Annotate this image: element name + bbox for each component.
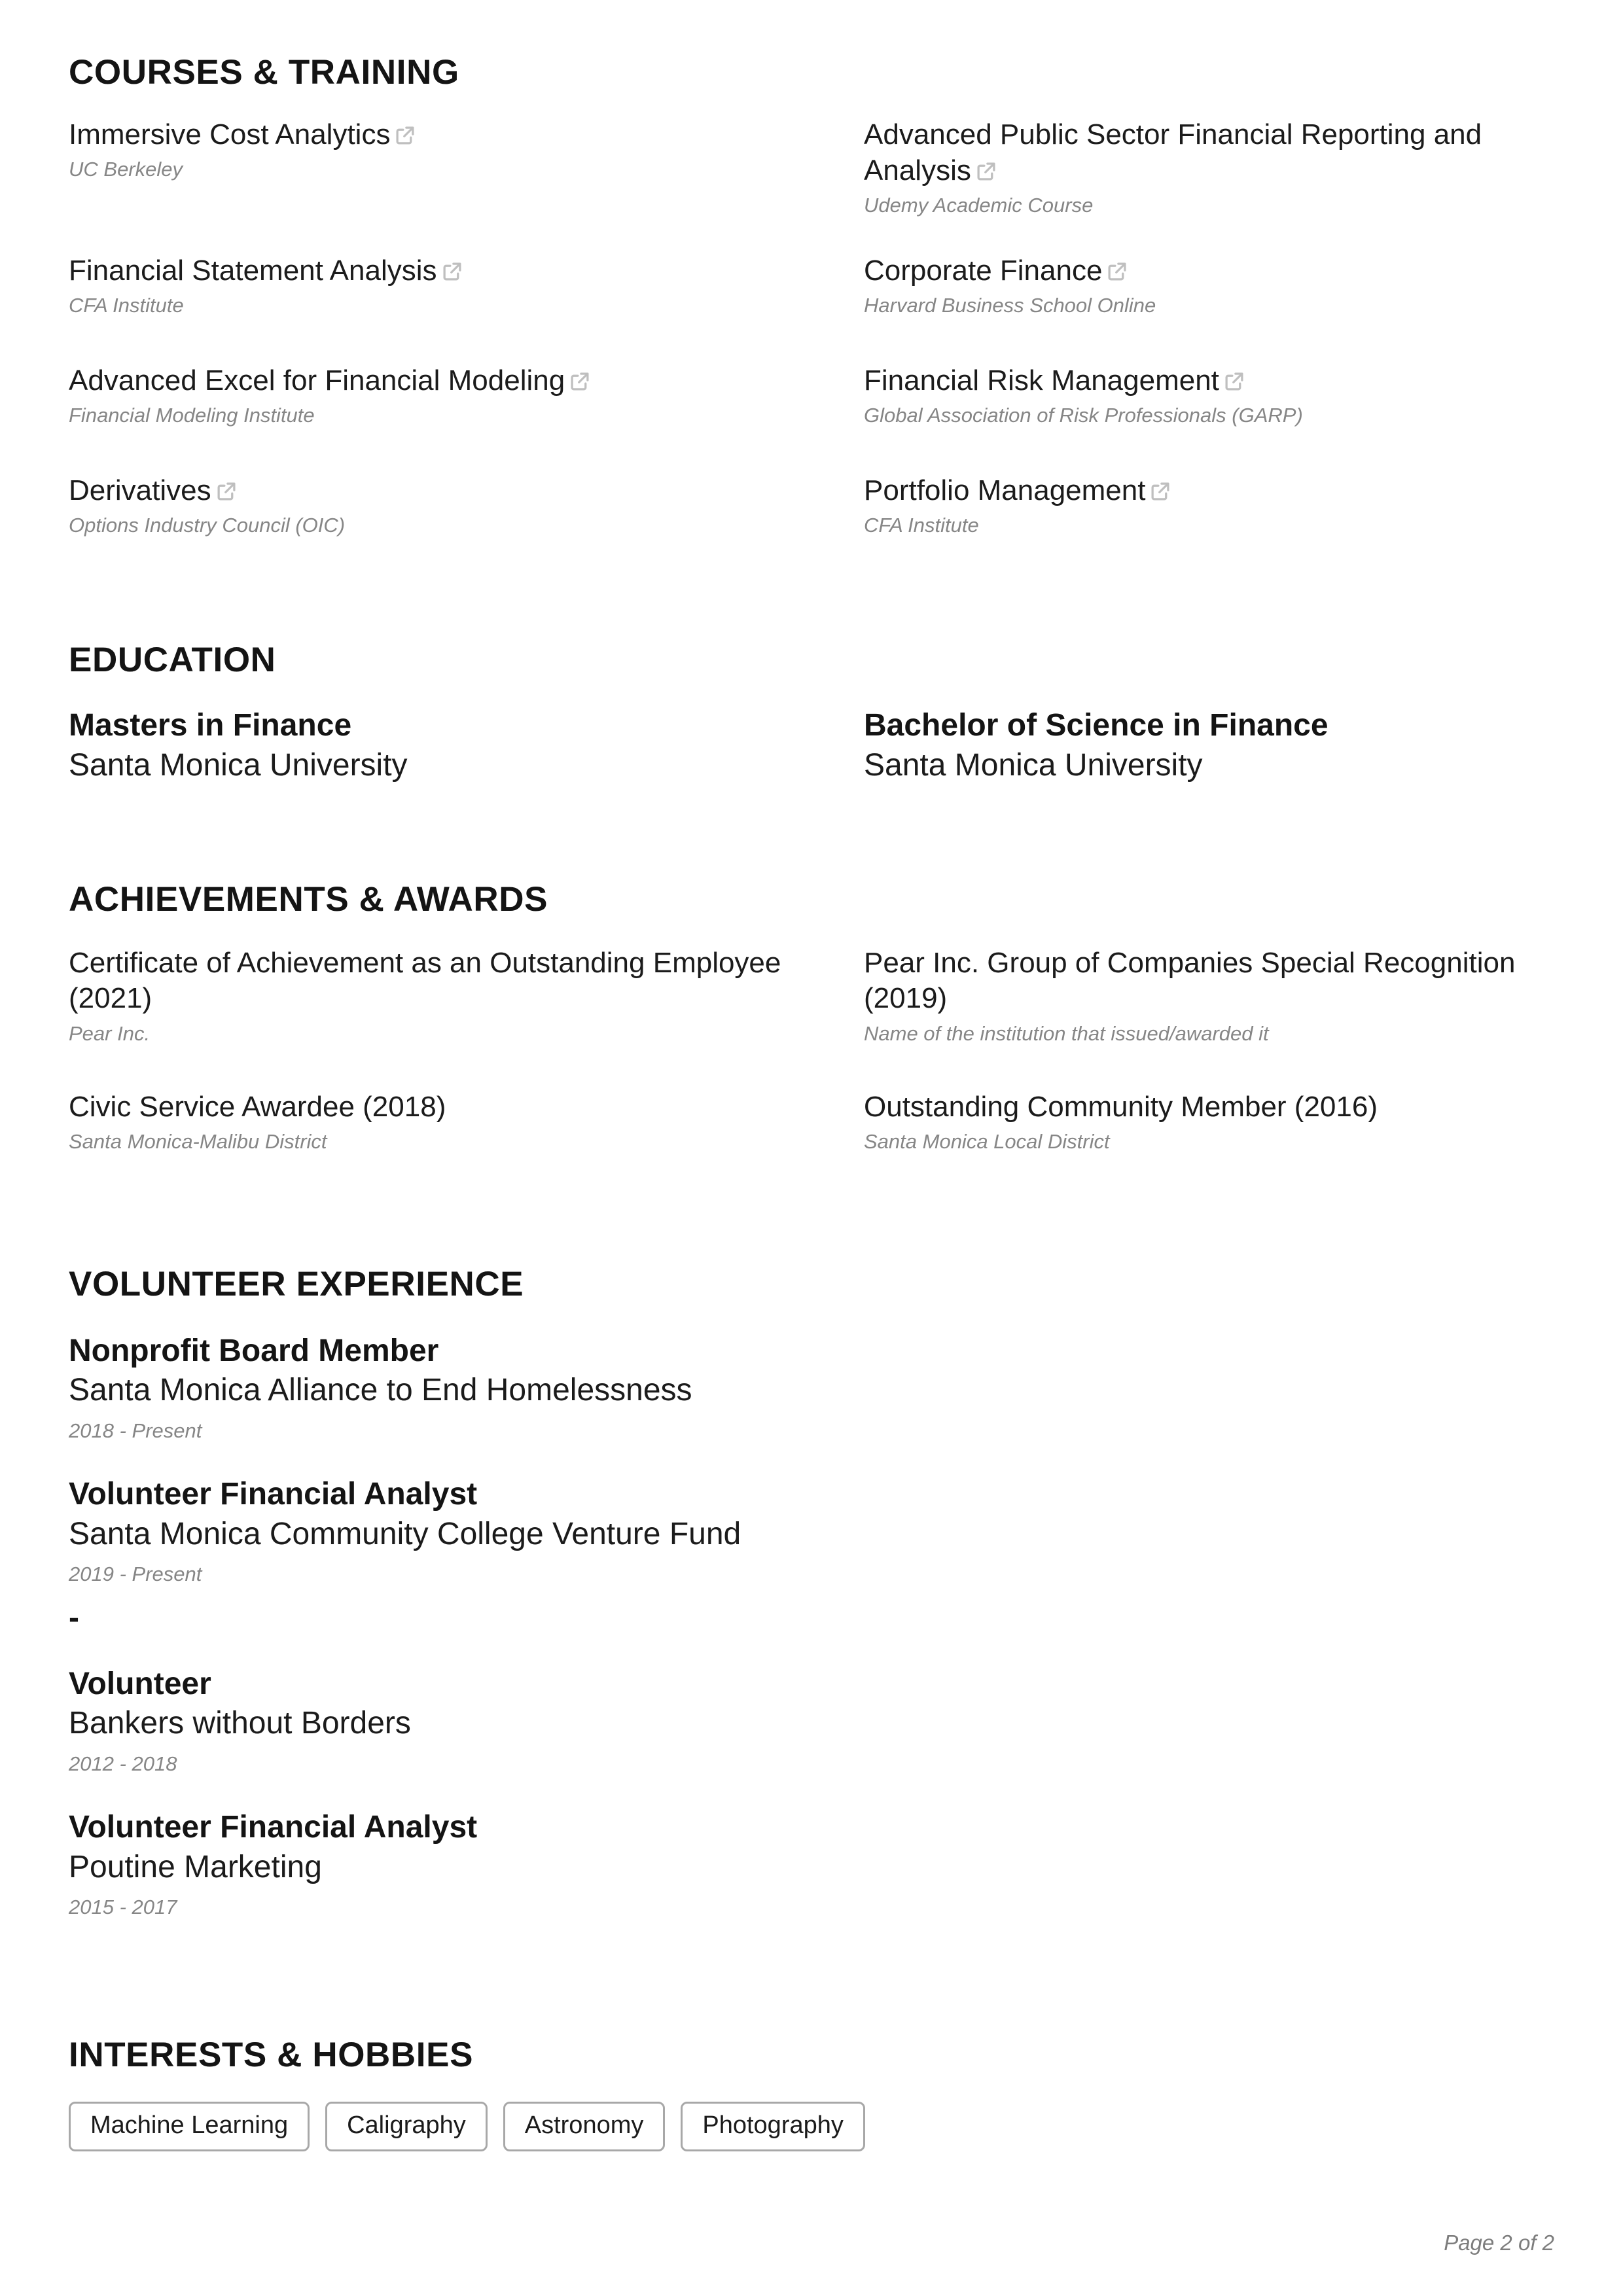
award-item [864,945,1623,1065]
course-issuer: UC Berkeley [69,158,183,181]
course-item [864,472,1623,539]
course-item [69,362,864,444]
page-number-footer: Page 2 of 2 [1444,2231,1554,2255]
education-item [864,707,1623,786]
course-issuer: Options Industry Council (OIC) [69,514,346,537]
volunteer-dates: 2018 - Present [69,1419,202,1442]
course-name: Advanced Excel for Financial Modeling [69,364,565,397]
award-issuer: Santa Monica-Malibu District [69,1130,327,1154]
award-item [69,1089,864,1156]
course-item [69,116,864,224]
volunteer-dates: 2015 - 2017 [69,1896,177,1919]
course-issuer: CFA Institute [864,514,979,537]
section-heading-education: EDUCATION [69,640,276,679]
interest-tag[interactable]: Photography [681,2102,865,2151]
volunteer-role: Volunteer [69,1666,211,1701]
education-degree: Bachelor of Science in Finance [864,707,1329,743]
volunteer-organization: Bankers without Borders [69,1706,411,1741]
education-column-right [864,707,1623,786]
volunteer-item [69,1809,1554,1920]
volunteer-separator-dash: - [69,1600,79,1635]
interest-tag-list [69,2102,1554,2151]
course-name: Derivatives [69,474,211,507]
course-name: Immersive Cost Analytics [69,118,391,151]
course-issuer: Global Association of Risk Professionals (GARP) [864,404,1303,427]
achievements-and-awards-section [69,785,1554,1180]
volunteer-item [69,1665,1554,1777]
volunteer-experience-section [69,1180,1554,1921]
external-link-icon[interactable] [395,126,415,145]
course-item [864,116,1623,224]
course-name-row [864,472,1558,508]
volunteer-organization: Santa Monica Community College Venture Fund [69,1516,741,1551]
course-name-row [69,362,762,398]
course-issuer: Udemy Academic Course [864,194,1094,217]
award-item [864,1089,1623,1156]
section-heading-interests: INTERESTS & HOBBIES [69,2035,474,2074]
course-name: Corporate Finance [864,255,1103,287]
external-link-icon[interactable] [442,262,462,281]
external-link-icon[interactable] [1150,482,1170,501]
volunteer-item [69,1332,1554,1444]
course-item [864,253,1623,334]
volunteer-item [69,1475,1554,1633]
courses-grid [69,116,1554,567]
course-name-row [69,472,762,508]
achievements-column-right [864,945,1623,1180]
volunteer-organization: Poutine Marketing [69,1849,322,1884]
section-heading-courses: COURSES & TRAINING [69,53,459,92]
course-name: Portfolio Management [864,474,1146,507]
courses-column-right [864,116,1623,567]
award-name: Outstanding Community Member (2016) [864,1090,1378,1123]
course-name: Financial Risk Management [864,364,1219,397]
education-item [69,707,864,786]
award-name: Civic Service Awardee (2018) [69,1090,446,1123]
volunteer-dates: 2012 - 2018 [69,1752,177,1775]
course-issuer: Harvard Business School Online [864,294,1156,317]
course-name-row [864,362,1558,398]
course-issuer: CFA Institute [69,294,184,317]
achievements-column-left [69,945,864,1180]
education-school: Santa Monica University [864,748,1203,783]
course-name-row [864,116,1558,188]
section-heading-volunteer: VOLUNTEER EXPERIENCE [69,1264,524,1303]
course-name-row [69,253,762,289]
external-link-icon[interactable] [1224,372,1244,391]
award-issuer: Pear Inc. [69,1021,151,1045]
interest-tag[interactable]: Caligraphy [325,2102,488,2151]
external-link-icon[interactable] [1107,262,1127,281]
course-name: Advanced Public Sector Financial Reporting and Analysis [864,118,1482,187]
award-issuer: Santa Monica Local District [864,1130,1110,1154]
award-issuer: Name of the institution that issued/awarded it [864,1021,1269,1045]
courses-and-training-section [69,0,1554,568]
external-link-icon[interactable] [570,372,590,391]
education-column-left [69,707,864,786]
award-item [69,945,864,1065]
interest-tag[interactable]: Astronomy [503,2102,666,2151]
section-heading-achievements: ACHIEVEMENTS & AWARDS [69,880,548,919]
education-section [69,568,1554,786]
course-name-row [69,116,762,152]
course-name-row [864,253,1558,289]
education-grid [69,707,1554,786]
course-item [69,253,864,334]
course-issuer: Financial Modeling Institute [69,404,315,427]
course-name: Financial Statement Analysis [69,255,437,287]
interest-tag[interactable]: Machine Learning [69,2102,310,2151]
volunteer-role: Volunteer Financial Analyst [69,1477,478,1512]
achievements-grid [69,945,1554,1180]
volunteer-role: Nonprofit Board Member [69,1333,439,1368]
external-link-icon[interactable] [217,482,236,501]
volunteer-dates: 2019 - Present [69,1563,202,1586]
courses-column-left [69,116,864,567]
education-school: Santa Monica University [69,748,408,783]
course-item [69,472,864,539]
external-link-icon[interactable] [976,162,996,181]
volunteer-organization: Santa Monica Alliance to End Homelessness [69,1373,692,1408]
award-name: Certificate of Achievement as an Outstanding Employee (2021) [69,946,789,1015]
award-name: Pear Inc. Group of Companies Special Recognition (2019) [864,946,1531,1015]
volunteer-role: Volunteer Financial Analyst [69,1810,478,1845]
interests-and-hobbies-section [69,1952,1554,2151]
education-degree: Masters in Finance [69,707,352,743]
course-item [864,362,1623,444]
